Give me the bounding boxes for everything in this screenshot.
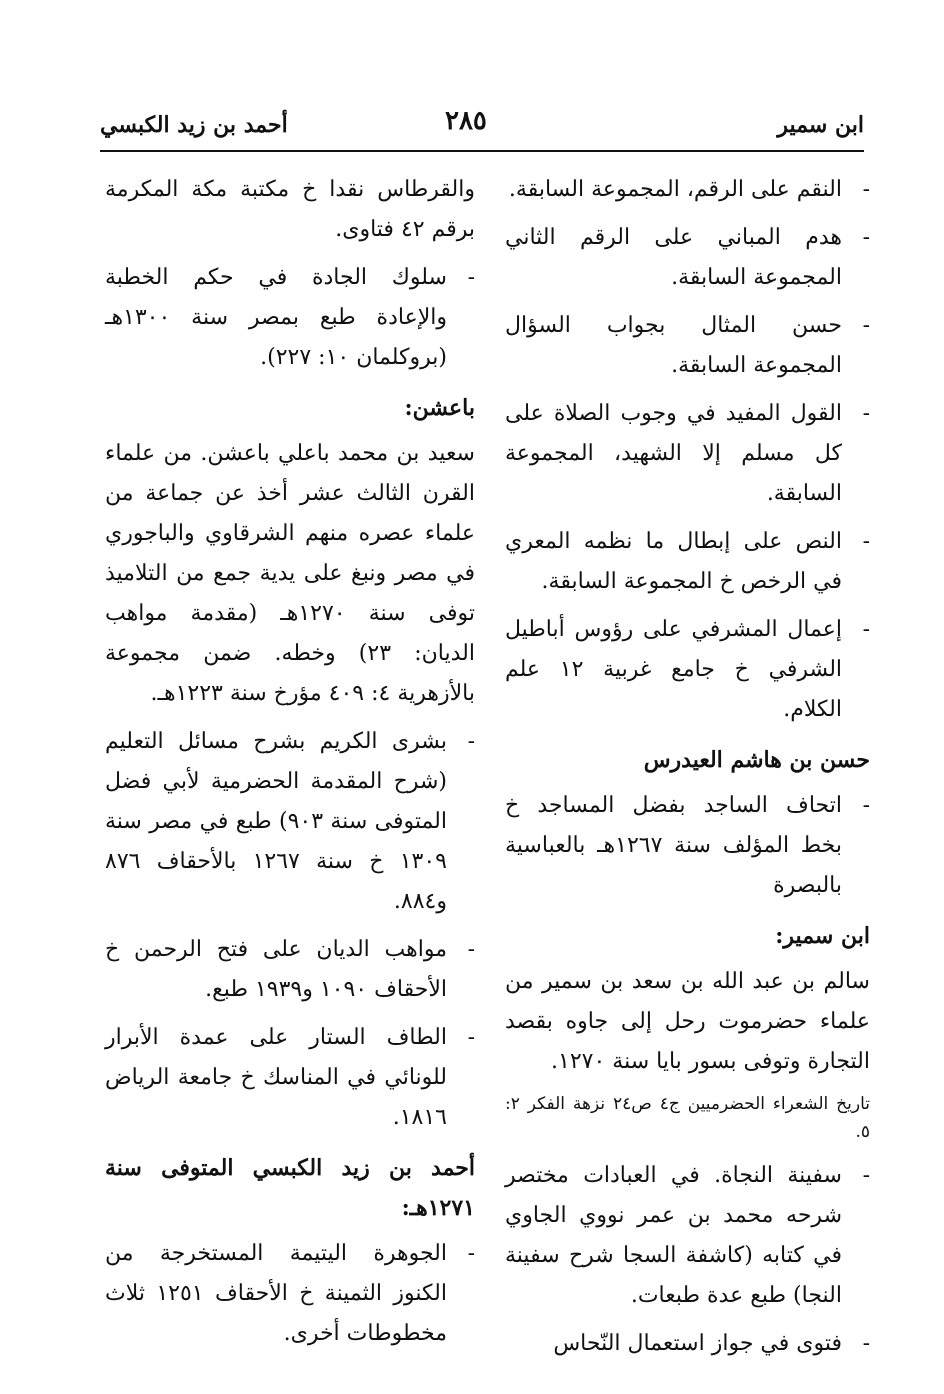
left-column — [105, 170, 475, 1362]
list-item — [505, 786, 870, 906]
list-item — [505, 170, 870, 210]
item-text: الجوهرة اليتيمة المستخرجة من الكنوز الثمينة خ الأحقاف ١٢٥١ ثلاث مخطوطات أخرى. — [105, 1241, 447, 1346]
list-item — [505, 1324, 870, 1364]
list-item — [105, 930, 475, 1010]
item-text: سلوك الجادة في حكم الخطبة والإعادة طبع بمصر سنة ١٣٠٠هـ (بروكلمان ١٠: ٢٢٧). — [105, 265, 447, 370]
header-rule — [100, 150, 864, 152]
bullet-dash: - — [862, 529, 870, 554]
item-text: النقم على الرقم، المجموعة السابقة. — [508, 177, 842, 202]
item-text: إعمال المشرفي على رؤوس أباطيل الشرفي خ جامع غربية ١٢ علم الكلام. — [505, 617, 843, 722]
bullet-dash: - — [862, 617, 870, 642]
section-heading: أحمد بن زيد الكبسي المتوفى سنة ١٢٧١هـ: — [105, 1155, 475, 1221]
section-heading: باعشن: — [404, 395, 475, 421]
item-text: بشرى الكريم بشرح مسائل التعليم (شرح المقدمة الحضرمية لأبي فضل المتوفى سنة ٩٠٣) طبع في مصر سنة ١٣٠٩ خ سنة ١٢٦٧ بالأحقاف ٨٧٦ و٨٨٤. — [105, 729, 447, 914]
bullet-dash: - — [862, 793, 870, 818]
bullet-dash: - — [467, 265, 475, 290]
running-title-right: ابن سمير — [777, 112, 864, 138]
item-text: اتحاف الساجد بفضل المساجد خ بخط المؤلف سنة ١٢٦٧هـ بالعباسية بالبصرة — [505, 793, 842, 898]
bullet-dash: - — [467, 937, 475, 962]
list-item — [505, 522, 870, 602]
list-item — [505, 394, 870, 514]
continued-text: والقرطاس نقدا خ مكتبة مكة المكرمة برقم ٤٢ فتاوى. — [105, 177, 475, 242]
list-item — [505, 610, 870, 730]
right-column — [505, 170, 870, 1372]
list-item — [105, 722, 475, 922]
running-title-left: أحمد بن زيد الكبسي — [100, 112, 288, 138]
list-item — [105, 1018, 475, 1138]
item-text: القول المفيد في وجوب الصلاة على كل مسلم إلا الشهيد، المجموعة السابقة. — [505, 401, 842, 506]
bullet-dash: - — [467, 1241, 475, 1266]
item-text: النص على إبطال ما نظمه المعري في الرخص خ المجموعة السابقة. — [505, 529, 842, 594]
list-item — [505, 218, 870, 298]
item-text: مواهب الديان على فتح الرحمن خ الأحقاف ١٠٩٠ و١٩٣٩ طبع. — [105, 937, 447, 1002]
page-header — [100, 104, 864, 148]
bullet-dash: - — [862, 313, 870, 338]
bullet-dash: - — [862, 1163, 870, 1188]
item-text: فتوى في جواز استعمال النّحاس — [553, 1331, 842, 1356]
list-item — [505, 1156, 870, 1316]
bullet-dash: - — [467, 1025, 475, 1050]
item-text: هدم المباني على الرقم الثاني المجموعة السابقة. — [505, 225, 842, 290]
biography-paragraph: سعيد بن محمد باعلي باعشن. من علماء القرن الثالث عشر أخذ عن جماعة من علماء عصره منهم الشرقاوي والباجوري في مصر ونبغ على يدية جمع من التلاميذ توفى سنة ١٢٧٠هـ (مقدمة مواهب الديان: ٢٣) وخطه. ضمن مجموعة بالأزهرية ٤: ٤٠٩ مؤرخ سنة ١٢٢٣هـ. — [105, 441, 475, 706]
biography-paragraph: سالم بن عبد الله بن سعد بن سمير من علماء حضرموت رحل إلى جاوه بقصد التجارة وتوفى بسور بايا سنة ١٢٧٠. — [505, 969, 870, 1074]
item-text: سفينة النجاة. في العبادات مختصر شرحه محمد بن عمر نووي الجاوي في كتابه (كاشفة السجا شرح سفينة النجا) طبع عدة طبعات. — [505, 1163, 842, 1308]
reference-note: تاريخ الشعراء الحضرميين ج٤ ص٢٤ نزهة الفكر ٢: ٥. — [505, 1094, 870, 1142]
page-number: ٢٨٥ — [445, 106, 487, 136]
bullet-dash: - — [862, 177, 870, 202]
list-item — [105, 1234, 475, 1354]
list-item — [505, 306, 870, 386]
item-text: حسن المثال بجواب السؤال المجموعة السابقة. — [505, 313, 842, 378]
section-heading: حسن بن هاشم العيدرس — [643, 747, 870, 773]
section-heading: ابن سمير: — [775, 923, 870, 949]
item-text: الطاف الستار على عمدة الأبرار للونائي في المناسك خ جامعة الرياض ١٨١٦. — [105, 1025, 447, 1130]
bullet-dash: - — [862, 225, 870, 250]
bullet-dash: - — [467, 729, 475, 754]
list-item — [105, 258, 475, 378]
bullet-dash: - — [862, 401, 870, 426]
bullet-dash: - — [862, 1331, 870, 1356]
